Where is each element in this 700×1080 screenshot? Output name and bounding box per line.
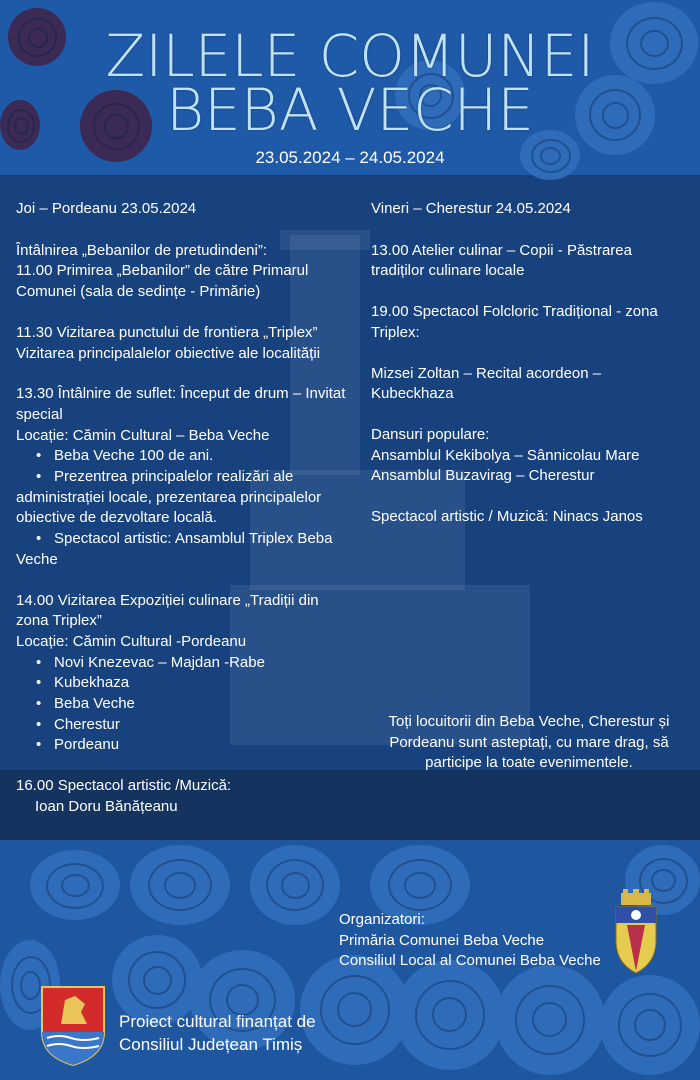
list-item: • Cherestur [16, 715, 351, 736]
meeting-title: Întâlnirea „Bebanilor de pretudindeni”: [16, 241, 267, 259]
agenda-list [16, 446, 351, 570]
invitation-text: Toți locuitorii din Beba Veche, Cherestur și Pordeanu sunt asteptați, cu mare drag, să participe la toate evenimentele. [388, 713, 670, 772]
show-item: 16.00 Spectacol artistic /Muzică: [16, 777, 232, 795]
funding-line2: Consiliul Județean Timiș [119, 1035, 303, 1054]
bullet-icon: • [36, 674, 42, 692]
organizer-item: Primăria Comunei Beba Veche [339, 931, 545, 949]
poster-title-line2: BEBA VECHE [166, 76, 534, 144]
dance-item: Ansamblul Buzavirag – Cherestur [371, 467, 595, 485]
list-item: • Novi Knezevac – Majdan -Rabe [16, 653, 351, 674]
folk-show-item: 19.00 Spectacol Folcloric Tradițional - zona Triplex: [371, 303, 658, 341]
organizers [339, 910, 601, 972]
day1-program [16, 199, 351, 818]
performer-name: Ioan Doru Bănățeanu [35, 797, 178, 815]
music-item: Spectacol artistic / Muzică: Ninacs Janos [371, 508, 643, 526]
recital-item: Mizsei Zoltan – Recital acordeon – Kubeckhaza [371, 364, 602, 403]
timis-county-crest-icon [41, 986, 105, 1066]
bullet-icon: • [36, 447, 42, 465]
visit-item: 11.30 Vizitarea punctului de frontiera „Triplex” [16, 323, 318, 341]
bullet-icon: • [36, 695, 42, 713]
rose-decoration [395, 960, 505, 1070]
participants-list [16, 653, 351, 757]
list-item: • Spectacol artistic: Ansamblul Triplex Beba Veche [16, 530, 333, 568]
list-item: • Beba Veche [16, 694, 351, 715]
visit-item-detail: Vizitarea principalalelor obiective ale localității [16, 344, 321, 362]
bullet-icon: • [36, 468, 42, 486]
list-item: • Pordeanu [16, 735, 351, 756]
dances-heading: Dansuri populare: [371, 425, 490, 443]
location-item: Locație: Cămin Cultural – Beba Veche [16, 426, 270, 444]
day2-program [371, 199, 686, 528]
bullet-icon: • [36, 715, 42, 733]
list-item: • Beba Veche 100 de ani. [16, 446, 351, 467]
beba-veche-crest-icon [613, 889, 659, 975]
welcome-item: 11.00 Primirea „Bebanilor” de către Primarul Comunei (sala de sedințe - Primărie) [16, 262, 309, 301]
dance-item: Ansamblul Kekibolya – Sânnicolau Mare [371, 446, 640, 464]
bullet-icon: • [36, 653, 42, 671]
bullet-icon: • [36, 736, 42, 754]
funding-note [119, 1010, 316, 1056]
bullet-icon: • [36, 530, 42, 548]
list-item: • Prezentrea principalelor realizări ale administrației locale, prezentarea principalelor obiective de dezvoltare locală. [16, 468, 322, 527]
day2-heading: Vineri – Cherestur 24.05.2024 [371, 200, 571, 217]
event-dates: 23.05.2024 – 24.05.2024 [255, 148, 445, 167]
rose-decoration [495, 965, 605, 1075]
workshop-item: 13.00 Atelier culinar – Copii - Păstrarea tradiților culinare locale [371, 241, 632, 280]
rose-decoration [130, 845, 230, 925]
day1-heading: Joi – Pordeanu 23.05.2024 [16, 200, 197, 217]
list-item: • Kubekhaza [16, 673, 351, 694]
location-item: Locație: Cămin Cultural -Pordeanu [16, 632, 247, 650]
expo-item: 14.00 Vizitarea Expoziției culinare „Tradiții din zona Triplex” [16, 591, 319, 630]
organizers-heading: Organizatori: [339, 911, 425, 928]
rose-decoration [600, 975, 700, 1075]
poster-title-line1: ZILELE COMUNEI [105, 22, 595, 90]
funding-line1: Proiect cultural finanțat de [119, 1012, 316, 1031]
rose-decoration [250, 845, 340, 925]
rose-decoration [30, 850, 120, 920]
soul-meeting-item: 13.30 Întâlnire de suflet: Început de drum – Invitat special [16, 385, 346, 423]
organizer-item: Consiliul Local al Comunei Beba Veche [339, 952, 601, 970]
